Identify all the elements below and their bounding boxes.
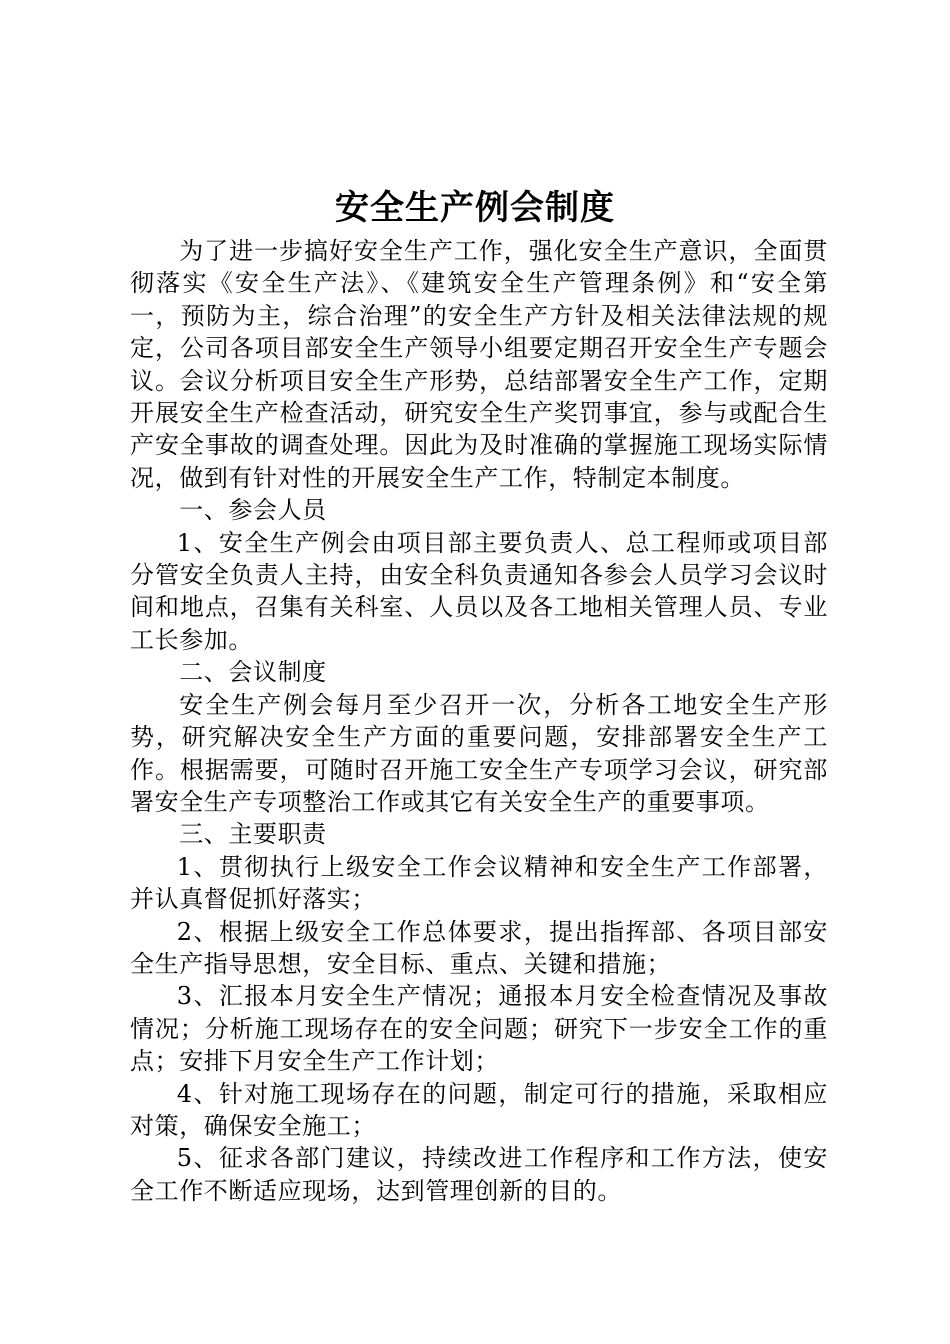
document-body [130, 235, 828, 1207]
section-paragraph: 1、安全生产例会由项目部主要负责人、总工程师或项目部分管安全负责人主持，由安全科负责通知各参会人员学习会议时间和地点，召集有关科室、人员以及各工地相关管理人员、专业工长参加。 [130, 528, 828, 654]
duty-item: 3、汇报本月安全生产情况；通报本月安全检查情况及事故情况；分析施工现场存在的安全问题；研究下一步安全工作的重点；安排下月安全生产工作计划； [130, 982, 828, 1076]
intro-paragraph: 为了进一步搞好安全生产工作，强化安全生产意识，全面贯彻落实《安全生产法》、《建筑安全生产管理条例》和“安全第一，预防为主，综合治理”的安全生产方针及相关法律法规的规定，公司各项目部安全生产领导小组要定期召开安全生产专题会议。会议分析项目安全生产形势，总结部署安全生产工作，定期开展安全生产检查活动，研究安全生产奖罚事宜，参与或配合生产安全事故的调查处理。因此为及时准确的掌握施工现场实际情况，做到有针对性的开展安全生产工作，特制定本制度。 [130, 237, 828, 492]
document-title: 安全生产例会制度 [335, 188, 615, 228]
section-heading-attendees: 一、参会人员 [179, 496, 327, 525]
duty-item: 4、针对施工现场存在的问题，制定可行的措施，采取相应对策，确保安全施工； [130, 1079, 828, 1140]
section-paragraph: 安全生产例会每月至少召开一次，分析各工地安全生产形势，研究解决安全生产方面的重要问题，安排部署安全生产工作。根据需要，可随时召开施工安全生产专项学习会议，研究部署安全生产专项整治工作或其它有关安全生产的重要事项。 [130, 690, 828, 816]
duty-item: 5、征求各部门建议，持续改进工作程序和工作方法，使安全工作不断适应现场，达到管理创新的目的。 [130, 1144, 828, 1205]
section-heading-meeting-system: 二、会议制度 [179, 658, 327, 687]
duty-item: 1、贯彻执行上级安全工作会议精神和安全生产工作部署，并认真督促抓好落实； [130, 852, 828, 914]
duty-item: 2、根据上级安全工作总体要求，提出指挥部、各项目部安全生产指导思想，安全目标、重点、关键和措施； [130, 917, 828, 978]
section-heading-main-duties: 三、主要职责 [179, 820, 327, 849]
